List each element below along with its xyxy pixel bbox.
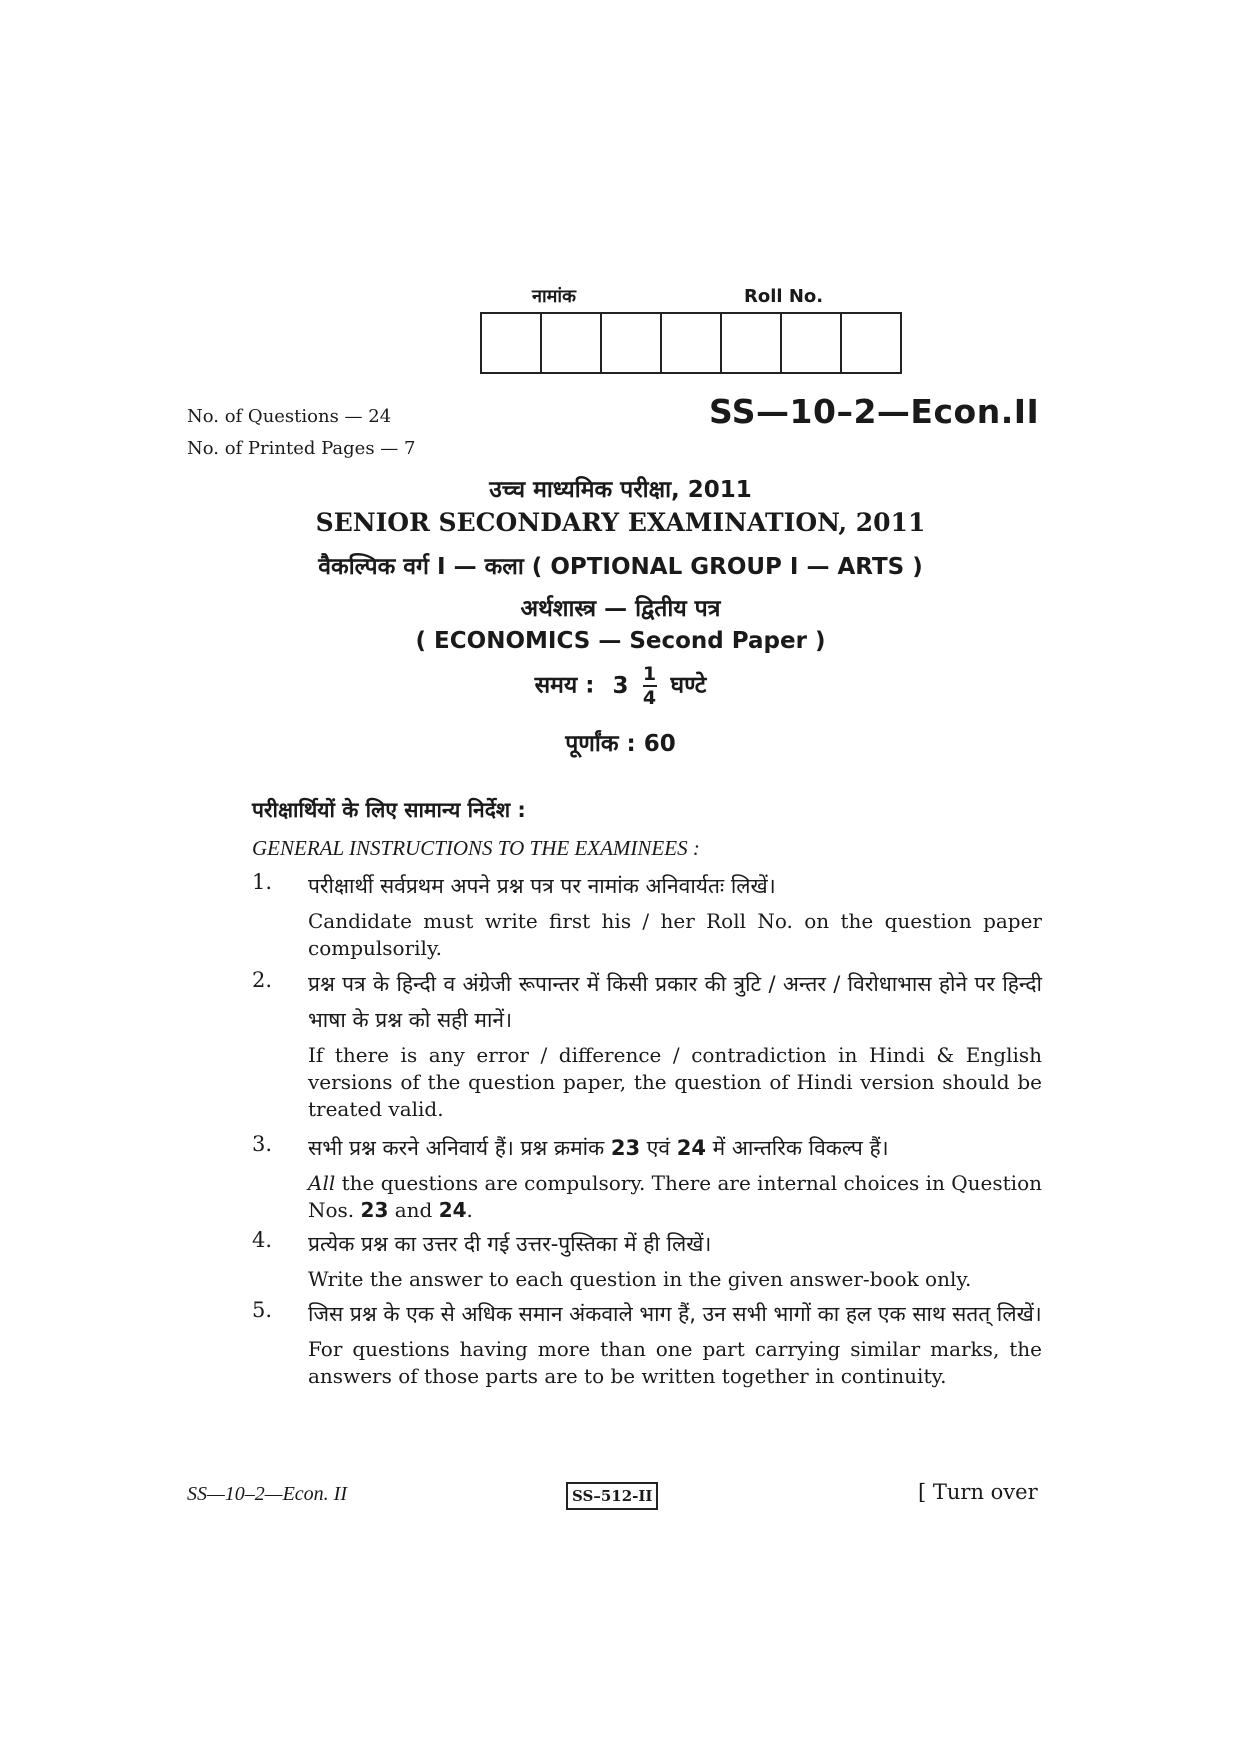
roll-box <box>542 314 602 372</box>
question-count: No. of Questions — 24 <box>187 406 392 427</box>
roll-label-hindi: नामांक <box>532 286 576 307</box>
duration-unit: घण्टे <box>670 672 707 699</box>
item-number: 2. <box>252 968 273 992</box>
roll-number-boxes <box>480 312 902 374</box>
exam-title-hindi: उच्च माध्यमिक परीक्षा, 2011 <box>489 477 752 503</box>
exam-title-english: SENIOR SECONDARY EXAMINATION, 2011 <box>315 508 926 537</box>
instruction-item <box>252 1226 1042 1293</box>
exam-duration <box>0 664 1241 708</box>
turn-over-note: [ Turn over <box>918 1480 1038 1504</box>
duration-fraction <box>643 664 657 708</box>
roll-box <box>482 314 542 372</box>
subject-title-english: ( ECONOMICS — Second Paper ) <box>415 628 826 654</box>
fraction-denominator: 4 <box>642 687 657 709</box>
instruction-english: Candidate must write first his / her Roll No. on the question paper compulsorily. <box>308 909 1042 960</box>
item-number: 4. <box>252 1228 273 1252</box>
instruction-hindi: जिस प्रश्न के एक से अधिक समान अंकवाले भाग हैं, उन सभी भागों का हल एक साथ सतत् लिखें। <box>308 1302 1042 1326</box>
footer-paper-code: SS—10–2—Econ. II <box>187 1483 347 1505</box>
instruction-english: Write the answer to each question in the given answer-book only. <box>308 1267 972 1291</box>
item-number: 5. <box>252 1298 273 1322</box>
instruction-item <box>252 966 1042 1123</box>
instruction-english: For questions having more than one part carrying similar marks, the answers of those parts are to be written together in continuity. <box>308 1337 1042 1388</box>
instruction-item <box>252 1130 1042 1224</box>
fraction-numerator: 1 <box>642 663 657 685</box>
instructions-heading-hindi: परीक्षार्थियों के लिए सामान्य निर्देश : <box>252 798 526 822</box>
instruction-english: If there is any error / difference / contradiction in Hindi & English versions of the question paper, the question of Hindi version should be treated valid. <box>308 1043 1042 1121</box>
duration-whole: 3 <box>612 672 629 699</box>
optional-group: वैकल्पिक वर्ग I — कला ( OPTIONAL GROUP I — ARTS ) <box>318 554 923 580</box>
instructions-heading-english: GENERAL INSTRUCTIONS TO THE EXAMINEES : <box>252 836 700 860</box>
roll-box <box>782 314 842 372</box>
duration-label: समय : <box>534 672 595 699</box>
page-count: No. of Printed Pages — 7 <box>187 438 416 459</box>
roll-box <box>842 314 900 372</box>
item-number: 1. <box>252 870 273 894</box>
paper-code: SS—10–2—Econ.II <box>709 392 1040 431</box>
max-marks: पूर्णांक : 60 <box>565 731 676 757</box>
roll-box <box>722 314 782 372</box>
roll-label-english: Roll No. <box>744 286 824 307</box>
subject-title-hindi: अर्थशास्त्र — द्वितीय पत्र <box>520 596 721 622</box>
roll-box <box>602 314 662 372</box>
roll-box <box>662 314 722 372</box>
instruction-item <box>252 868 1042 962</box>
instruction-english: All the questions are compulsory. There are internal choices in Question Nos. 23 and 24. <box>308 1171 1042 1222</box>
instruction-hindi: परीक्षार्थी सर्वप्रथम अपने प्रश्न पत्र पर नामांक अनिवार्यतः लिखें। <box>308 874 776 898</box>
instruction-hindi: प्रश्न पत्र के हिन्दी व अंग्रेजी रूपान्तर में किसी प्रकार की त्रुटि / अन्तर / विरोधाभास होने पर हिन्दी भाषा के प्रश्न को सही मानें। <box>308 972 1042 1032</box>
item-number: 3. <box>252 1132 273 1156</box>
instruction-hindi: प्रत्येक प्रश्न का उत्तर दी गई उत्तर-पुस्तिका में ही लिखें। <box>308 1232 712 1256</box>
footer-series-code: SS–512-II <box>566 1482 658 1510</box>
instruction-item <box>252 1296 1042 1390</box>
instruction-hindi: सभी प्रश्न करने अनिवार्य हैं। प्रश्न क्रमांक 23 एवं 24 में आन्तरिक विकल्प हैं। <box>308 1136 889 1160</box>
